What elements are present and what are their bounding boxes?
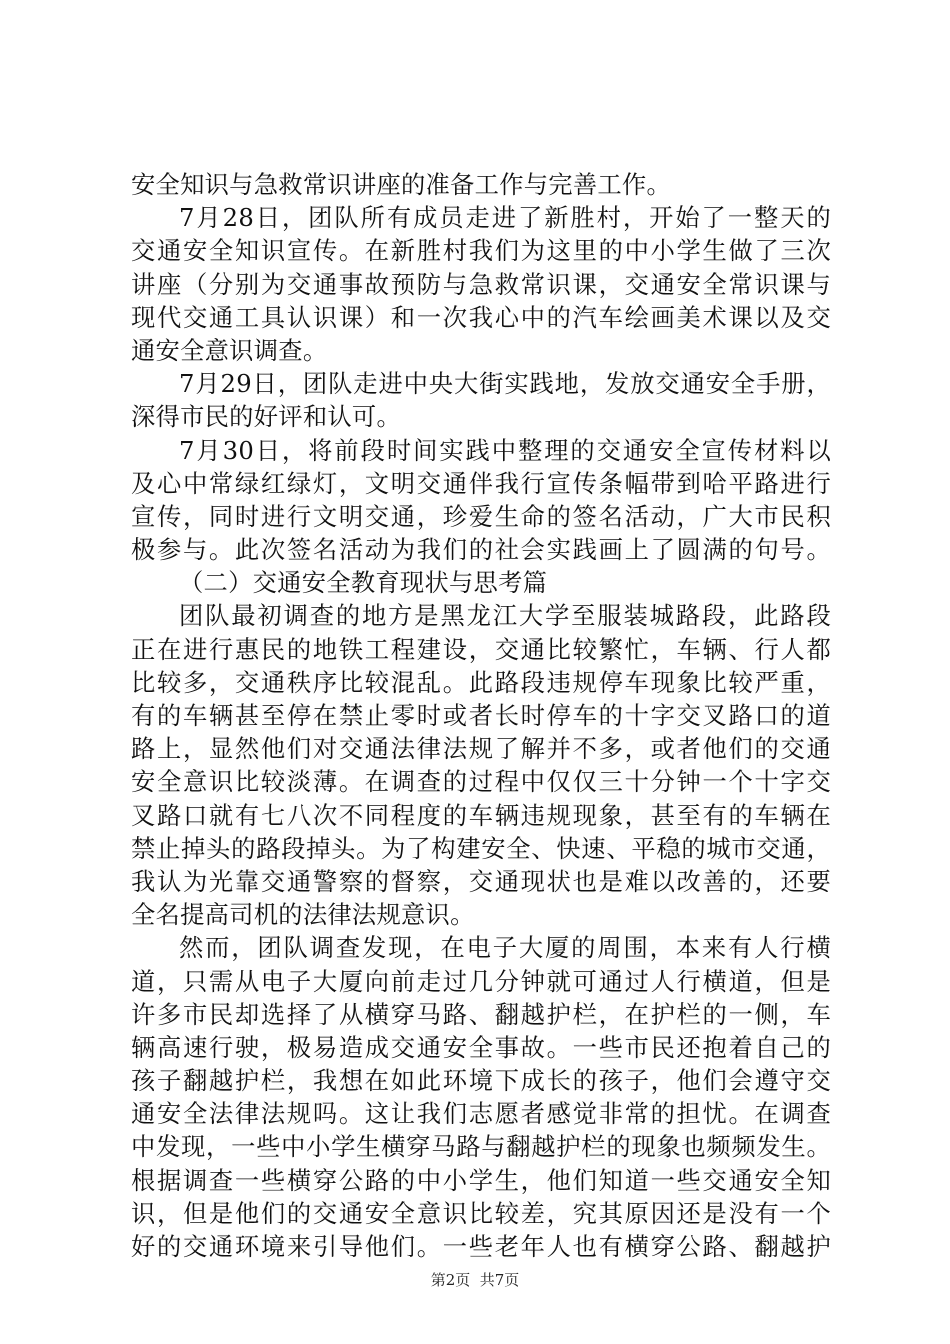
paragraph-line: 识，但是他们的交通安全意识比较差，究其原因还是没有一个: [131, 1198, 831, 1228]
page-number-label: 第2页 共7页: [430, 1271, 520, 1289]
paragraph-line: 7月30日，将前段时间实践中整理的交通安全宣传材料以: [179, 435, 831, 465]
page-footer: [0, 1270, 950, 1290]
paragraph-line: 然而，团队调查发现，在电子大厦的周围，本来有人行横: [179, 933, 831, 963]
paragraph-line: 及心中常绿红绿灯，文明交通伴我行宣传条幅带到哈平路进行: [131, 468, 831, 498]
paragraph-line: 道，只需从电子大厦向前走过几分钟就可通过人行横道，但是: [131, 966, 831, 996]
paragraph-line: 极参与。此次签名活动为我们的社会实践画上了圆满的句号。: [131, 535, 831, 565]
paragraph-line: 7月28日，团队所有成员走进了新胜村，开始了一整天的: [179, 203, 831, 233]
paragraph-line: 根据调查一些横穿公路的中小学生，他们知道一些交通安全知: [131, 1165, 831, 1195]
paragraph-line: 7月29日，团队走进中央大街实践地，发放交通安全手册，: [179, 369, 831, 399]
paragraph-line: 现代交通工具认识课）和一次我心中的汽车绘画美术课以及交: [131, 302, 831, 332]
paragraph-line: 宣传，同时进行文明交通，珍爱生命的签名活动，广大市民积: [131, 501, 831, 531]
body-text: [131, 168, 831, 1263]
paragraph-line: 正在进行惠民的地铁工程建设，交通比较繁忙，车辆、行人都: [131, 634, 831, 664]
paragraph-line: 安全意识比较淡薄。在调查的过程中仅仅三十分钟一个十字交: [131, 767, 831, 797]
paragraph-line: 许多市民却选择了从横穿马路、翻越护栏，在护栏的一侧，车: [131, 999, 831, 1029]
paragraph-line: 禁止掉头的路段掉头。为了构建安全、快速、平稳的城市交通，: [131, 833, 831, 863]
paragraph-line: 我认为光靠交通警察的督察，交通现状也是难以改善的，还要: [131, 866, 831, 896]
paragraph-line: 团队最初调查的地方是黑龙江大学至服装城路段，此路段: [179, 601, 831, 631]
paragraph-line: 通安全法律法规吗。这让我们志愿者感觉非常的担忧。在调查: [131, 1099, 831, 1129]
section-heading: （二）交通安全教育现状与思考篇: [179, 568, 548, 598]
paragraph-line: 交通安全知识宣传。在新胜村我们为这里的中小学生做了三次: [131, 236, 831, 266]
paragraph-line: 比较多，交通秩序比较混乱。此路段违规停车现象比较严重，: [131, 667, 831, 697]
paragraph-line: 好的交通环境来引导他们。一些老年人也有横穿公路、翻越护: [131, 1232, 831, 1261]
paragraph-line: 孩子翻越护栏，我想在如此环境下成长的孩子，他们会遵守交: [131, 1066, 831, 1096]
paragraph-line: 讲座（分别为交通事故预防与急救常识课，交通安全常识课与: [131, 269, 831, 299]
paragraph-line: 中发现，一些中小学生横穿马路与翻越护栏的现象也频频发生。: [131, 1132, 831, 1162]
paragraph-line: 路上，显然他们对交通法律法规了解并不多，或者他们的交通: [131, 734, 831, 764]
paragraph-line: 安全知识与急救常识讲座的准备工作与完善工作。: [131, 170, 672, 199]
paragraph-line: 叉路口就有七八次不同程度的车辆违规现象，甚至有的车辆在: [131, 800, 831, 830]
paragraph-line: 全名提高司机的法律法规意识。: [131, 900, 475, 930]
paragraph-line: 有的车辆甚至停在禁止零时或者长时停车的十字交叉路口的道: [131, 701, 831, 730]
paragraph-line: 辆高速行驶，极易造成交通安全事故。一些市民还抱着自己的: [131, 1032, 831, 1062]
paragraph-line: 通安全意识调查。: [131, 335, 328, 365]
paragraph-line: 深得市民的好评和认可。: [131, 402, 402, 432]
